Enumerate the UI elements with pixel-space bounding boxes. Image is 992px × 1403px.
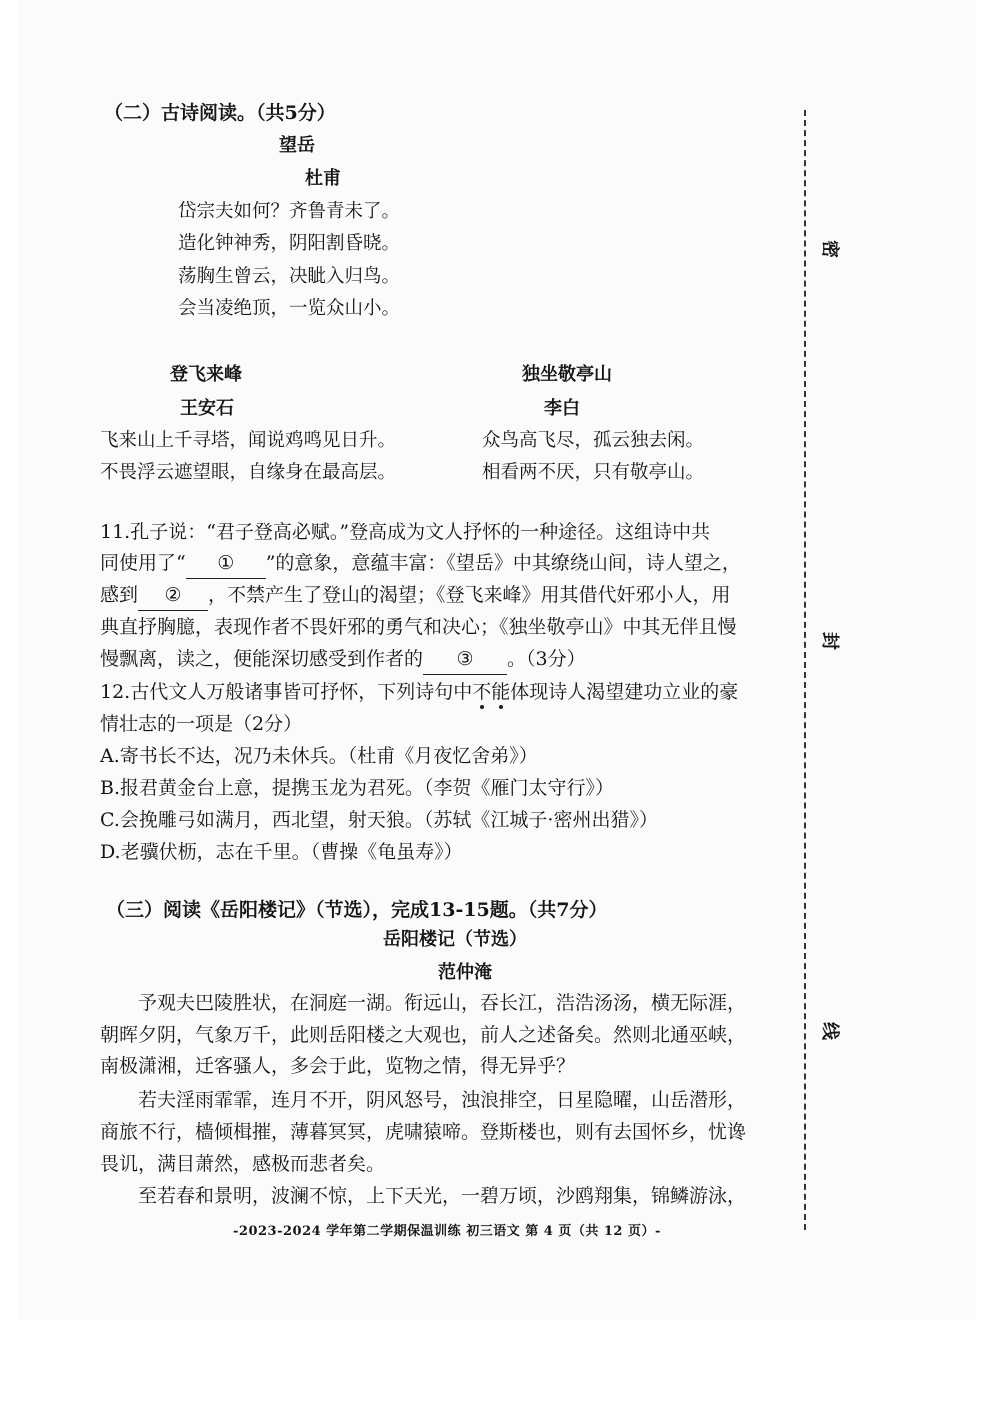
poem-title-wangyue: 望岳 (279, 135, 315, 156)
passage-line: 畏讥，满目萧然，感极而悲者矣。 (100, 1153, 386, 1175)
poem-line: 造化钟神秀，阴阳割昏晓。 (178, 233, 401, 254)
poem-line: 相看两不厌，只有敬亭山。 (482, 462, 705, 483)
passage-line: 予观夫巴陵胜状，在洞庭一湖。衔远山，吞长江，浩浩汤汤，横无际涯， (138, 992, 747, 1014)
question-11-line: 感到 ② ，不禁产生了登山的渴望；《登飞来峰》用其借代奸邪小人，用 (100, 580, 731, 611)
question-11-line: 同使用了“ ① ”的意象，意蕴丰富：《望岳》中其缭绕山间，诗人望之， (100, 548, 741, 579)
answer-blank-1[interactable]: ① (186, 548, 266, 579)
passage-line: 南极潇湘，迁客骚人，多会于此，览物之情，得无异乎？ (100, 1055, 576, 1077)
poem-line: 飞来山上千寻塔，闻说鸡鸣见日升。 (100, 430, 397, 451)
question-11-line: 慢飘离，读之，便能深切感受到作者的 ③ 。（3分） (100, 644, 586, 675)
binding-label-feng: 封 (819, 632, 840, 650)
question-12-stem: 情壮志的一项是（2分） (100, 713, 303, 735)
option-d[interactable]: D.老骥伏枥，志在千里。（曹操《龟虽寿》） (100, 841, 463, 863)
binding-label-mi: 密 (819, 240, 840, 258)
poem-line: 会当凌绝顶，一览众山小。 (178, 298, 401, 319)
page-footer: -2023-2024 学年第二学期保温训练 初三语文 第 4 页（共 12 页）- (233, 1224, 661, 1239)
option-b[interactable]: B.报君黄金台上意，提携玉龙为君死。（李贺《雁门太守行》） (100, 777, 615, 799)
poem-line: 荡胸生曾云，决眦入归鸟。 (178, 266, 401, 287)
binding-label-xian: 线 (819, 1022, 840, 1040)
poem-line: 岱宗夫如何？齐鲁青未了。 (178, 201, 401, 222)
poem-title-dengfeilaifeng: 登飞来峰 (170, 364, 242, 385)
poem-author-libai: 李白 (544, 398, 580, 419)
poem-line: 众鸟高飞尽，孤云独去闲。 (482, 430, 705, 451)
passage-title: 岳阳楼记（节选） (383, 929, 527, 950)
passage-author: 范仲淹 (438, 962, 492, 983)
emphasis-char: 能 (491, 681, 511, 703)
emphasis-char: 不 (472, 681, 492, 703)
section-heading-yueyanglou: （三）阅读《岳阳楼记》（节选），完成13-15题。（共7分） (106, 899, 608, 921)
passage-line: 朝晖夕阴，气象万千，此则岳阳楼之大观也，前人之述备矣。然则北通巫峡， (100, 1024, 747, 1046)
passage-line: 商旅不行，樯倾楫摧，薄暮冥冥，虎啸猿啼。登斯楼也，则有去国怀乡，忧谗 (100, 1121, 747, 1143)
poem-line: 不畏浮云遮望眼，自缘身在最高层。 (100, 462, 397, 483)
answer-blank-2[interactable]: ② (138, 580, 208, 611)
passage-line: 至若春和景明，波澜不惊，上下天光，一碧万顷，沙鸥翔集，锦鳞游泳， (138, 1185, 747, 1207)
question-11-line: 11.孔子说：“君子登高必赋。”登高成为文人抒怀的一种途径。这组诗中共 (100, 521, 711, 543)
question-12-stem: 12.古代文人万般诸事皆可抒怀，下列诗句中不能体现诗人渴望建功立业的豪 (100, 681, 739, 703)
question-11-line: 典直抒胸臆，表现作者不畏奸邪的勇气和决心；《独坐敬亭山》中其无伴且慢 (100, 616, 737, 638)
option-a[interactable]: A.寄书长不达，况乃未休兵。（杜甫《月夜忆舍弟》） (100, 745, 538, 767)
poem-title-duzuojingtingshan: 独坐敬亭山 (522, 364, 612, 385)
passage-line: 若夫淫雨霏霏，连月不开，阴风怒号，浊浪排空，日星隐曜，山岳潜形， (138, 1089, 747, 1111)
answer-blank-3[interactable]: ③ (423, 644, 507, 675)
poem-author-wanganshi: 王安石 (180, 398, 234, 419)
option-c[interactable]: C.会挽雕弓如满月，西北望，射天狼。（苏轼《江城子·密州出猎》） (100, 809, 658, 831)
section-heading-ancient-poetry: （二）古诗阅读。（共5分） (104, 102, 336, 124)
binding-dashed-line (804, 110, 806, 1230)
poem-author-dufu: 杜甫 (305, 168, 341, 189)
